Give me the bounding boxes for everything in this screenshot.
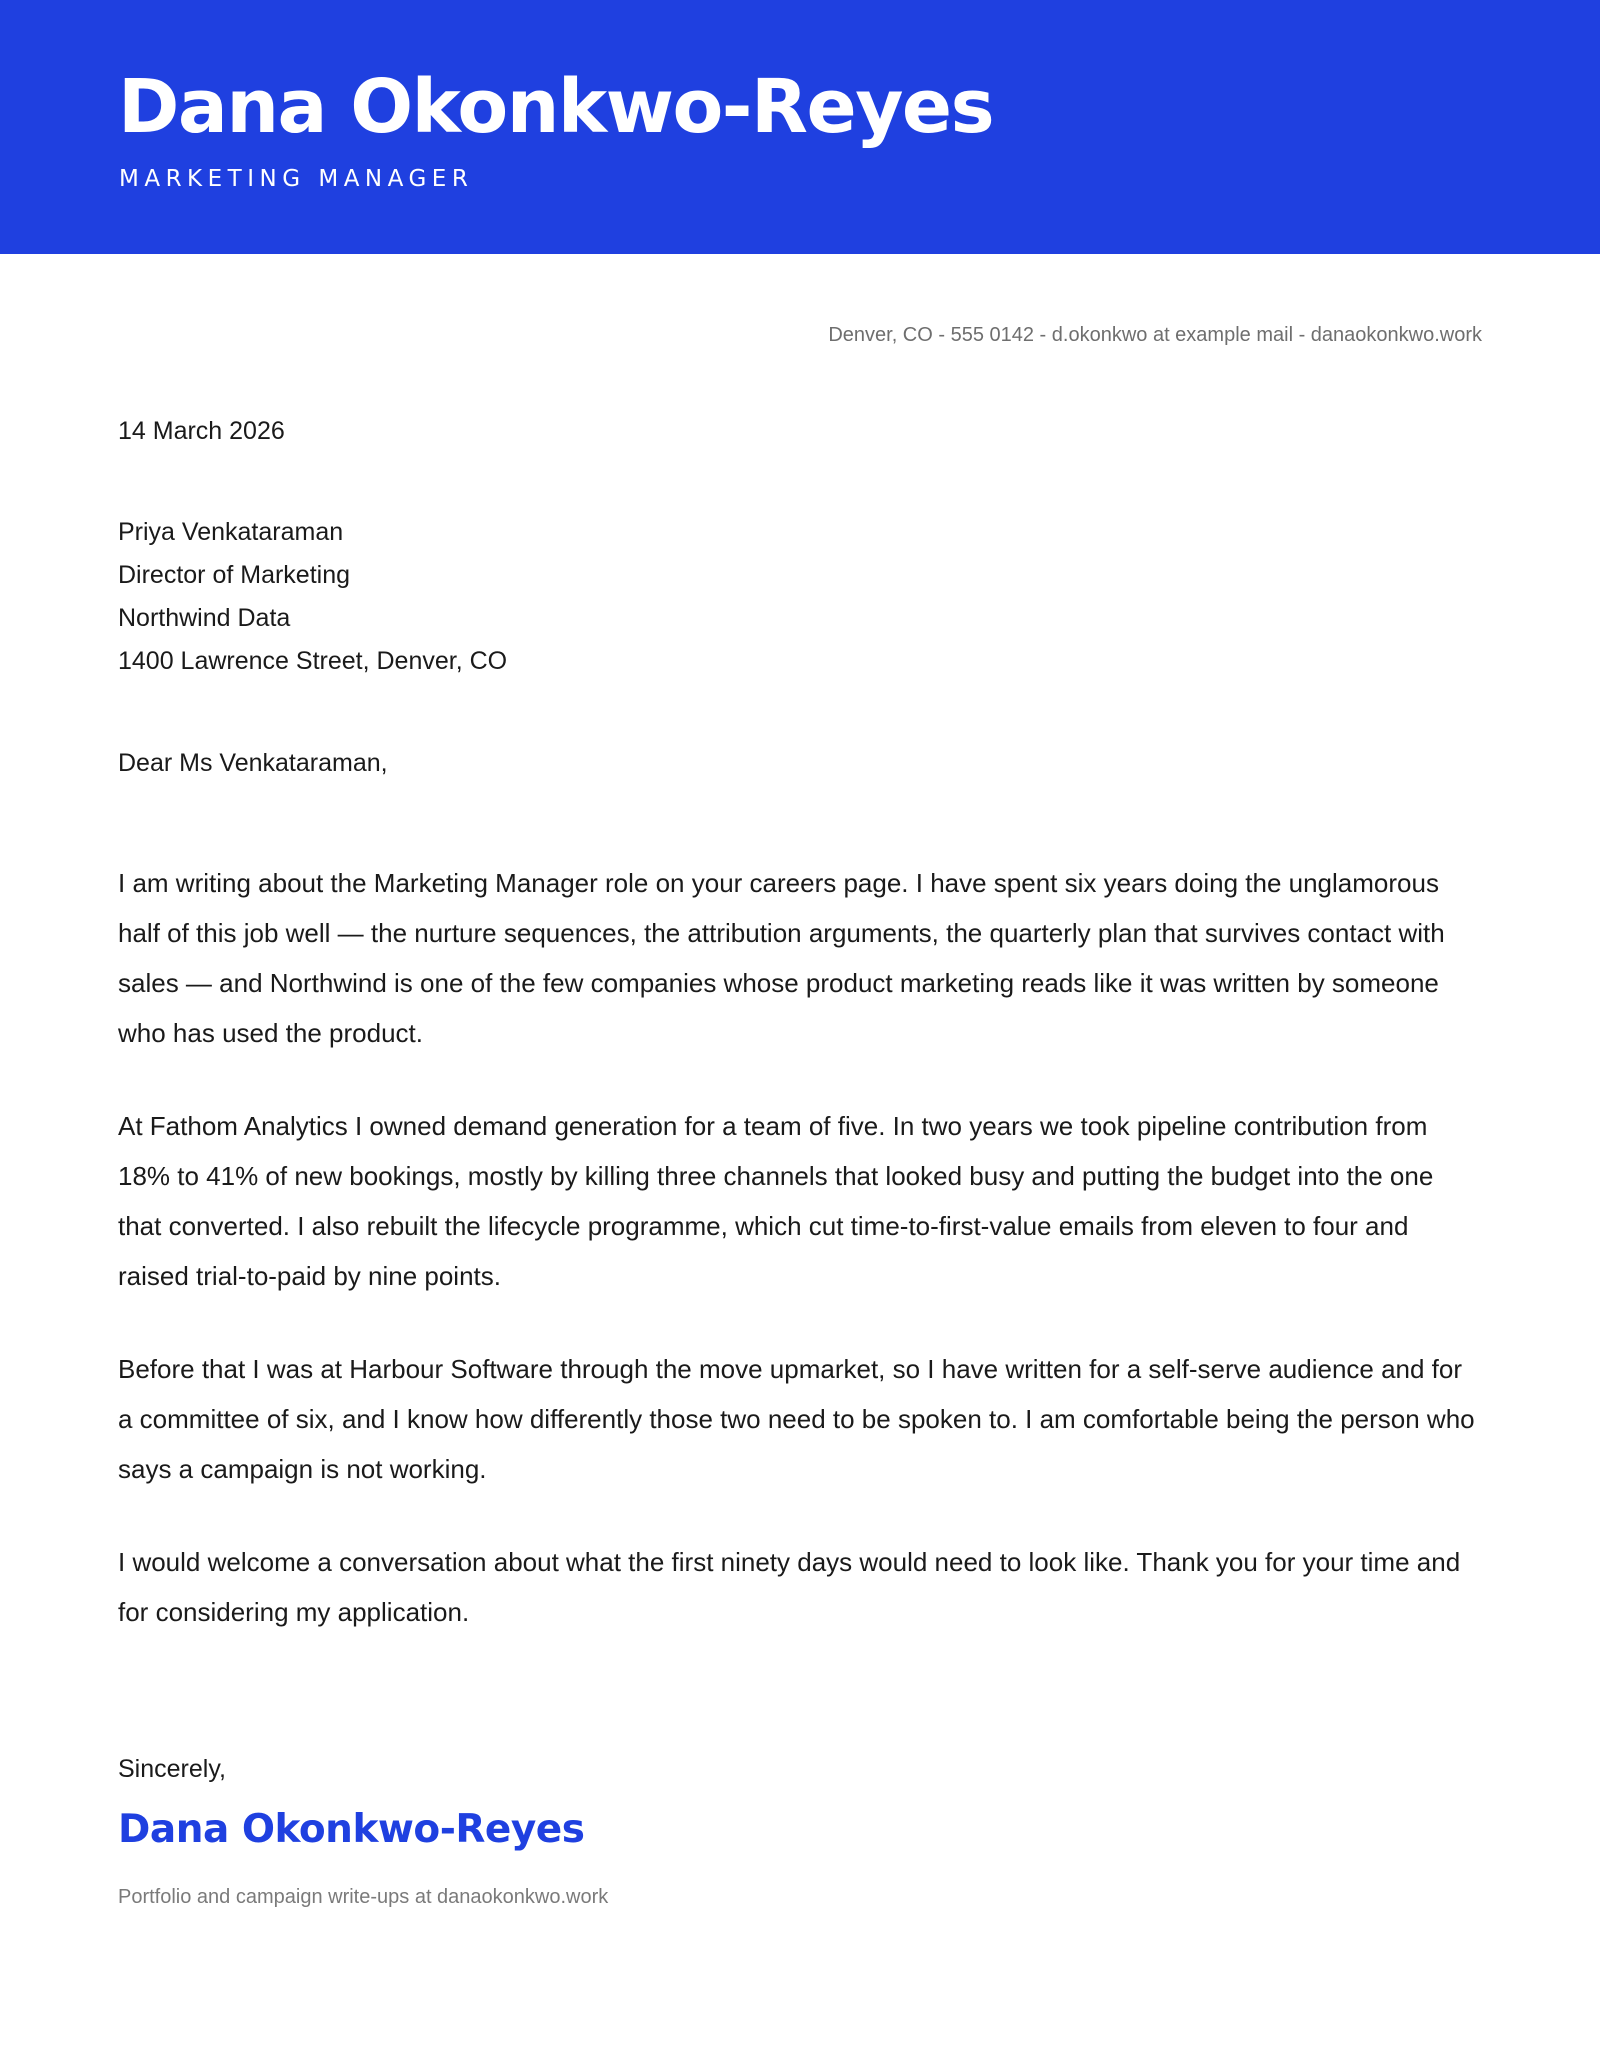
signature-name: Dana Okonkwo-Reyes: [118, 1807, 585, 1852]
sender-name-heading: Dana Okonkwo-Reyes: [118, 64, 994, 150]
sender-role: MARKETING MANAGER: [119, 166, 474, 192]
closing: Sincerely,: [118, 1755, 226, 1783]
letter-body: [118, 858, 1482, 1680]
recipient-title: Director of Marketing: [118, 561, 351, 589]
letter-date: 14 March 2026: [118, 417, 285, 445]
recipient-block: [118, 511, 507, 683]
contact-line: Denver, CO - 555 0142 - d.okonkwo at example mail - danaokonkwo.work: [828, 324, 1482, 346]
salutation: Dear Ms Venkataraman,: [118, 749, 388, 777]
letterhead-banner: [0, 0, 1600, 254]
recipient-name: Priya Venkataraman: [118, 518, 344, 546]
body-paragraph: I would welcome a conversation about what the first ninety days would need to look like. Thank you for your time and for considering my application.: [118, 1547, 1461, 1627]
recipient-address: 1400 Lawrence Street, Denver, CO: [118, 647, 508, 675]
body-paragraph: I am writing about the Marketing Manager role on your careers page. I have spent six years doing the unglamorous half of this job well — the nurture sequences, the attribution arguments, the quarterly plan that survives contact with sales — and Northwind is one of the few companies whose product marketing reads like it was written by someone who has used the product.: [118, 868, 1445, 1048]
portfolio-footnote: Portfolio and campaign write-ups at danaokonkwo.work: [118, 1886, 609, 1908]
body-paragraph: At Fathom Analytics I owned demand generation for a team of five. In two years we took pipeline contribution from 18% to 41% of new bookings, mostly by killing three channels that looked busy and putting the budget into the one that converted. I also rebuilt the lifecycle programme, which cut time-to-first-value emails from eleven to four and raised trial-to-paid by nine points.: [118, 1111, 1434, 1291]
body-paragraph: Before that I was at Harbour Software through the move upmarket, so I have written for a self-serve audience and for a committee of six, and I know how differently those two need to be spoken to. I am comfortable being the person who says a campaign is not working.: [118, 1354, 1475, 1484]
recipient-company: Northwind Data: [118, 604, 291, 632]
